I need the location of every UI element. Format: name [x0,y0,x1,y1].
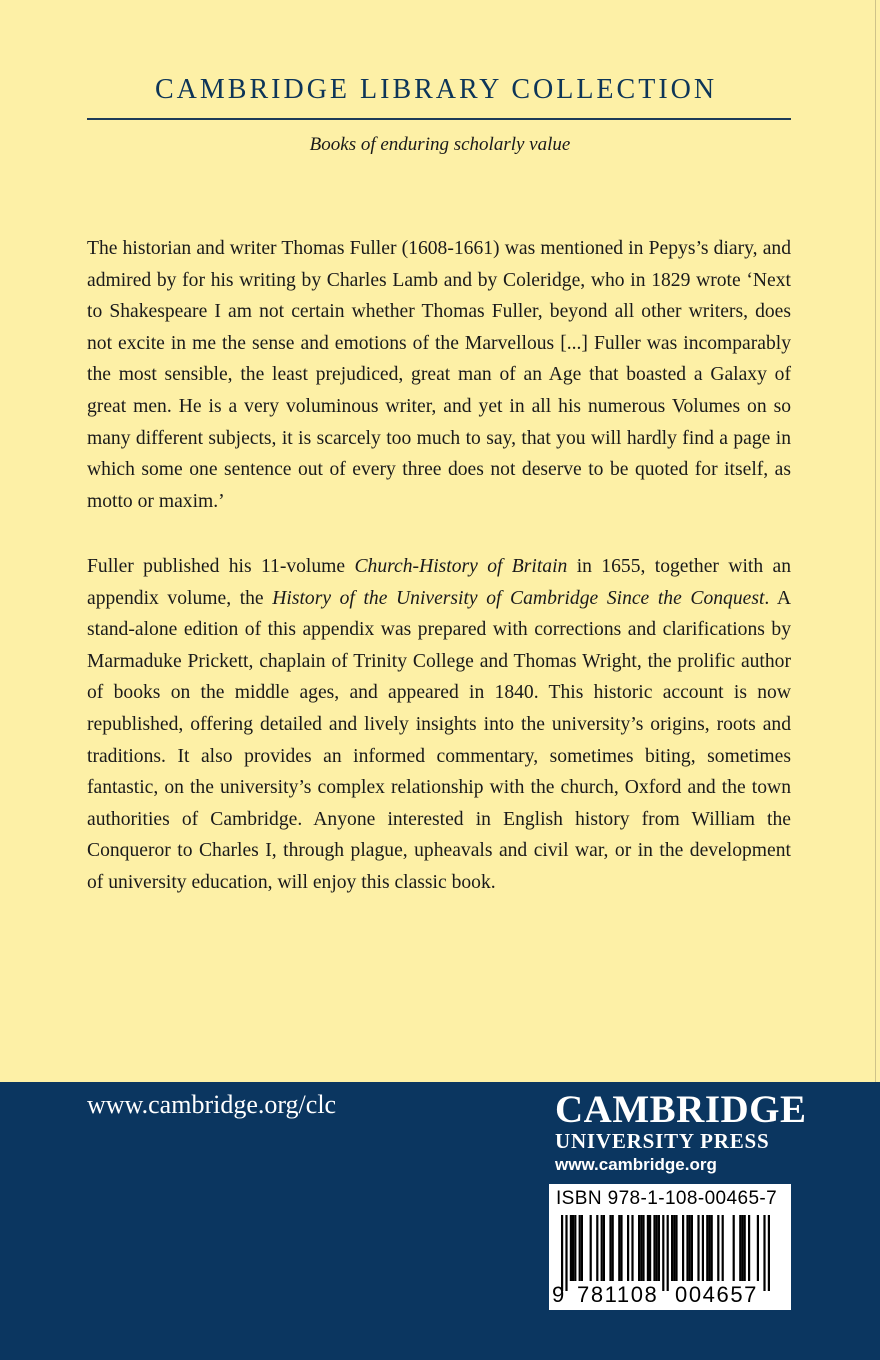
book-title-history-university: History of the University of Cambridge Since the Conquest [272,587,765,609]
book-title-church-history: Church-History of Britain [354,556,568,577]
barcode-bar [717,1215,719,1281]
barcode-digit-lead: 9 [552,1282,565,1307]
publisher-url-link[interactable]: www.cambridge.org [555,1155,717,1174]
barcode-bar [733,1215,735,1281]
p2-text-a: Fuller published his 11-volume [87,556,355,577]
isbn-barcode [549,1184,791,1310]
p2-text-c: . A stand-alone edition of this appendix was prepared with corrections and clarifications by Marmaduke Prickett, chaplain of Trinity College and Thomas Wright, the prolific author of books on the middle ages, and appeared in 1840. This historic account is now republished, offering detailed and lively insights into the university’s origins, roots and traditions. It also provides an informed commentary, sometimes biting, sometimes fantastic, on the university’s complex relationship with the church, Oxford and the town authorities of Cambridge. Anyone interested in English history from William the Conqueror to Charles I, through plague, upheavals and civil war, or in the development of university education, will enjoy this classic book. [87,587,791,893]
barcode-bar [658,1215,660,1281]
barcode-bar [579,1215,581,1281]
barcode-bar [631,1215,633,1281]
barcode-bar [702,1215,704,1281]
barcode-bar [627,1215,629,1281]
barcode-digits-left: 781108 [577,1282,659,1307]
barcode-bar [618,1215,620,1281]
barcode-bar [601,1215,603,1281]
barcode-bar [673,1215,675,1281]
barcode-bar [748,1215,750,1281]
barcode-bar [706,1215,708,1281]
barcode-bar [689,1215,691,1281]
barcode-guard-bar [561,1215,563,1291]
barcode-bar [596,1215,598,1281]
barcode-bar [682,1215,684,1281]
barcode-digits-right: 004657 [675,1282,759,1307]
barcode-bar [620,1215,622,1281]
publisher-logo-name: CAMBRIDGE [555,1088,807,1131]
description-paragraph-2 [87,551,791,899]
series-tagline: Books of enduring scholarly value [309,134,571,155]
barcode-bar [722,1215,724,1281]
barcode-bar [581,1215,583,1281]
barcode-guard-bar [667,1215,669,1291]
barcode-bar [686,1215,688,1281]
barcode-bar [603,1215,605,1281]
barcode-bars [561,1215,779,1291]
barcode-bar [590,1215,592,1281]
title-rule [87,118,791,120]
barcode-bar [640,1215,642,1281]
barcode-bar [757,1215,759,1281]
p2-text-b: in 1655, together with an appendix volume, the [87,556,792,609]
barcode-guard-bar [662,1215,664,1291]
barcode-bar [744,1215,746,1281]
series-url-link[interactable]: www.cambridge.org/clc [87,1090,337,1119]
series-title: CAMBRIDGE LIBRARY COLLECTION [155,74,718,105]
barcode-bar [697,1215,699,1281]
isbn-label: ISBN 978-1-108-00465-7 [556,1188,778,1209]
barcode-bar [671,1215,673,1281]
barcode-bar [739,1215,741,1281]
barcode-bar [708,1215,710,1281]
barcode-bar [649,1215,651,1281]
barcode-bar [656,1215,658,1281]
barcode-bar [570,1215,572,1281]
spine-edge [875,0,876,1082]
barcode-bar [612,1215,614,1281]
barcode-bar [653,1215,655,1281]
barcode-guard-bar [565,1215,567,1291]
barcode-bar [675,1215,677,1281]
barcode-bar [572,1215,574,1281]
barcode-bar [711,1215,713,1281]
barcode-bar [574,1215,576,1281]
barcode-guard-bar [768,1215,770,1291]
publisher-logo-subtitle: UNIVERSITY PRESS [555,1129,770,1153]
barcode-bar [638,1215,640,1281]
barcode-bar [642,1215,644,1281]
description-paragraph-1: The historian and writer Thomas Fuller (1608-1661) was mentioned in Pepys’s diary, and admired by for his writing by Charles Lamb and by Coleridge, who in 1829 wrote ‘Next to Shakespeare I am not certain whether Thomas Fuller, beyond all other writers, does not excite in me the sense and emotions of the Marvellous [...] Fuller was incomparably the most sensible, the least prejudiced, great man of an Age that boasted a Galaxy of great men. He is a very voluminous writer, and yet in all his numerous Volumes on so many different subjects, it is scarcely too much to say, that you will hardly find a page in which some one sentence out of every three does not deserve to be quoted for itself, as motto or maxim.’ [87,238,791,512]
barcode-bar [647,1215,649,1281]
barcode-bar [609,1215,611,1281]
barcode-guard-bar [763,1215,765,1291]
barcode-bar [741,1215,743,1281]
barcode-bar [691,1215,693,1281]
